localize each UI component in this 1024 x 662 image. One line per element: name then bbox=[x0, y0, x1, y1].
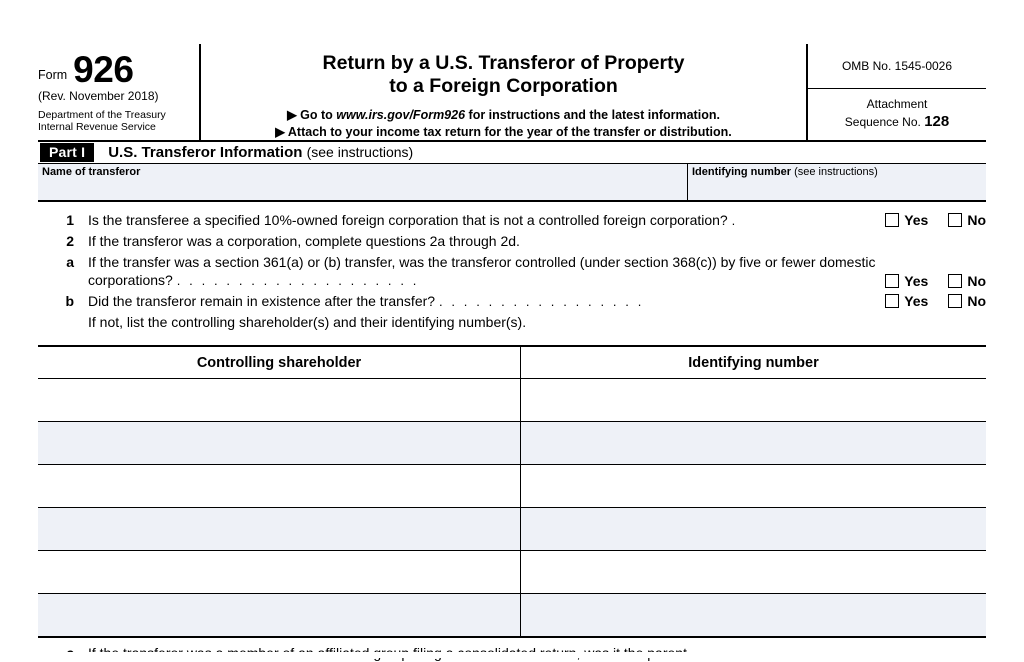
questions-block bbox=[38, 202, 986, 332]
question-2a-yes-checkbox[interactable] bbox=[885, 274, 899, 288]
question-1-yes-label: Yes bbox=[904, 212, 929, 228]
cell-controlling-shareholder[interactable] bbox=[38, 465, 521, 507]
sequence-number: 128 bbox=[924, 113, 950, 131]
cell-identifying-number[interactable] bbox=[521, 379, 986, 421]
cell-controlling-shareholder[interactable] bbox=[38, 379, 521, 421]
question-1-text bbox=[88, 211, 877, 230]
sequence-line bbox=[845, 112, 949, 132]
question-2b-yes-label: Yes bbox=[904, 293, 929, 309]
question-1-answers bbox=[877, 211, 986, 229]
table-row bbox=[38, 379, 986, 422]
question-2b-body: Did the transferor remain in existence after the transfer? bbox=[88, 293, 436, 309]
question-2a-number: a bbox=[66, 254, 74, 270]
question-2b-leader: . . . . . . . . . . . . . . . . . bbox=[438, 294, 644, 309]
question-1-leader: . bbox=[731, 213, 738, 228]
page-edge-mask bbox=[0, 652, 1024, 658]
table-row bbox=[38, 508, 986, 551]
identifying-number-label-note: (see instructions) bbox=[794, 166, 878, 178]
question-1-body: Is the transferee a specified 10%-owned foreign corporation that is not a controlled foreign corporation? bbox=[88, 212, 728, 228]
form-number-line bbox=[38, 44, 193, 90]
question-2b-answers bbox=[877, 292, 986, 310]
attach-note: Attach to your income tax return for the year of the transfer or distribution. bbox=[287, 125, 732, 139]
form-number: 926 bbox=[73, 49, 134, 90]
question-2b-yes-checkbox[interactable] bbox=[885, 294, 899, 308]
question-2c bbox=[38, 638, 986, 662]
department-line: Department of the Treasury bbox=[38, 109, 166, 122]
name-of-transferor-field[interactable] bbox=[38, 164, 688, 200]
form-url-link[interactable]: www.irs.gov/Form926 bbox=[336, 108, 466, 122]
attachment-sequence bbox=[808, 89, 986, 140]
part1-title bbox=[108, 144, 413, 161]
question-2-text: If the transferor was a corporation, complete questions 2a through 2d. bbox=[88, 233, 520, 249]
table-row bbox=[38, 422, 986, 465]
form-header bbox=[38, 44, 986, 142]
question-2b-number: b bbox=[65, 293, 74, 309]
omb-number: OMB No. 1545-0026 bbox=[808, 44, 986, 89]
question-2-number: 2 bbox=[66, 233, 74, 249]
question-2b-no-checkbox[interactable] bbox=[948, 294, 962, 308]
question-1-yes-checkbox[interactable] bbox=[885, 213, 899, 227]
title-line-2: to a Foreign Corporation bbox=[389, 75, 618, 97]
question-2a bbox=[38, 253, 986, 290]
attachment-label: Attachment bbox=[866, 97, 928, 112]
cell-identifying-number[interactable] bbox=[521, 594, 986, 636]
cell-identifying-number[interactable] bbox=[521, 465, 986, 507]
column-header-identifying-number: Identifying number bbox=[521, 347, 986, 378]
identifying-number-field[interactable] bbox=[688, 164, 986, 200]
cell-identifying-number[interactable] bbox=[521, 422, 986, 464]
question-1-number: 1 bbox=[66, 212, 74, 228]
question-2a-leader: . . . . . . . . . . . . . . . . . . . . bbox=[176, 273, 419, 288]
question-2a-no-checkbox[interactable] bbox=[948, 274, 962, 288]
question-2a-no-label: No bbox=[967, 273, 986, 289]
part1-title-note: (see instructions) bbox=[306, 144, 414, 160]
goto-line bbox=[209, 107, 798, 122]
form-926 bbox=[38, 44, 986, 662]
column-header-controlling-shareholder: Controlling shareholder bbox=[38, 347, 521, 378]
arrow-icon: ▶ bbox=[287, 108, 297, 122]
question-2a-body: If the transfer was a section 361(a) or (b) transfer, was the transferor controlled (under section 368(c)) by five or fewer domestic corporations? bbox=[88, 254, 876, 288]
cell-identifying-number[interactable] bbox=[521, 551, 986, 593]
question-2b-text bbox=[88, 292, 877, 311]
cell-identifying-number[interactable] bbox=[521, 508, 986, 550]
issuing-agency bbox=[38, 109, 193, 133]
question-1-no-label: No bbox=[967, 212, 986, 228]
arrow-icon: ▶ bbox=[275, 125, 285, 139]
question-2b-followup-text: If not, list the controlling shareholder(s) and their identifying number(s). bbox=[88, 314, 527, 330]
goto-prefix: Go to bbox=[300, 108, 333, 122]
question-2b-followup bbox=[38, 313, 986, 332]
table-row bbox=[38, 465, 986, 508]
cell-controlling-shareholder[interactable] bbox=[38, 422, 521, 464]
goto-suffix: for instructions and the latest information. bbox=[468, 108, 720, 122]
question-2 bbox=[38, 232, 986, 251]
question-1-no-checkbox[interactable] bbox=[948, 213, 962, 227]
form-identity-block bbox=[38, 44, 201, 140]
transferor-identity-row bbox=[38, 164, 986, 202]
service-line: Internal Revenue Service bbox=[38, 121, 156, 134]
title-line-1: Return by a U.S. Transferor of Property bbox=[322, 52, 685, 74]
question-2a-yes-label: Yes bbox=[904, 273, 929, 289]
part1-header bbox=[38, 142, 986, 164]
part1-tag: Part I bbox=[40, 143, 94, 162]
question-2b bbox=[38, 292, 986, 311]
question-1 bbox=[38, 211, 986, 230]
question-2b-no-label: No bbox=[967, 293, 986, 309]
identifying-number-label bbox=[692, 166, 982, 178]
table-row bbox=[38, 551, 986, 594]
attach-line bbox=[209, 124, 798, 139]
cell-controlling-shareholder[interactable] bbox=[38, 594, 521, 636]
cell-controlling-shareholder[interactable] bbox=[38, 508, 521, 550]
question-2a-text bbox=[88, 253, 877, 290]
table-row bbox=[38, 594, 986, 637]
identifying-number-label-text: Identifying number bbox=[692, 166, 791, 178]
name-of-transferor-label: Name of transferor bbox=[42, 166, 141, 178]
sequence-label: Sequence No. bbox=[844, 115, 921, 130]
form-word-label: Form bbox=[38, 68, 68, 83]
controlling-shareholders-table bbox=[38, 345, 986, 638]
instructions-links bbox=[209, 107, 798, 139]
cell-controlling-shareholder[interactable] bbox=[38, 551, 521, 593]
form-title-block bbox=[201, 44, 808, 140]
part1-title-text: U.S. Transferor Information bbox=[108, 144, 303, 161]
form-revision-date: (Rev. November 2018) bbox=[38, 89, 159, 104]
question-2a-answers bbox=[877, 272, 986, 290]
form-meta-block bbox=[808, 44, 986, 140]
page-title bbox=[209, 52, 798, 98]
table-header-row bbox=[38, 347, 986, 379]
